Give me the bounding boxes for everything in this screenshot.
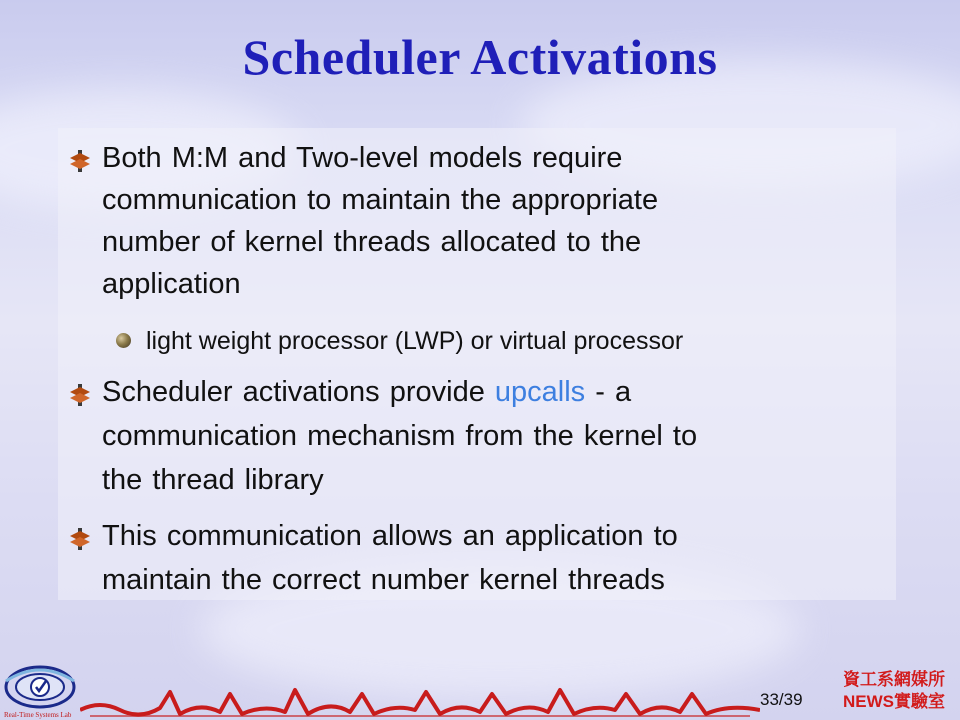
bullet-arrow-icon bbox=[70, 150, 90, 172]
lab-label-line-1: 資工系網媒所 bbox=[843, 670, 945, 689]
bullet-1-line-1: Both M:M and Two-level models require bbox=[102, 142, 623, 174]
bullet-1-line-3: number of kernel threads allocated to the bbox=[102, 226, 642, 258]
bullet-3-line-1: This communication allows an application to bbox=[102, 520, 678, 552]
bullet-arrow-icon bbox=[70, 384, 90, 406]
upcalls-highlight: upcalls bbox=[494, 376, 586, 408]
page-total: /39 bbox=[778, 690, 803, 709]
slide-title: Scheduler Activations bbox=[242, 29, 718, 85]
bullet-2-line-3: the thread library bbox=[102, 464, 324, 496]
bullet-1-line-2: communication to maintain the appropriate bbox=[102, 184, 659, 216]
lab-label bbox=[828, 669, 960, 713]
bullet-1-line-4: application bbox=[102, 268, 241, 300]
lab-label-line-2: NEWS實驗室 bbox=[843, 692, 945, 711]
page-number bbox=[760, 690, 803, 710]
bullet-2-line-2: communication mechanism from the kernel to bbox=[102, 420, 698, 452]
page-current: 33 bbox=[760, 690, 779, 709]
realtime-systems-lab-logo bbox=[2, 661, 80, 719]
slide-content-area bbox=[58, 128, 896, 600]
sub-bullet-text: light weight processor (LWP) or virtual processor bbox=[146, 327, 684, 355]
bullet-3-line-2: maintain the correct number kernel threads bbox=[102, 564, 665, 596]
bullet-arrow-icon bbox=[70, 528, 90, 550]
bullet-2-line-1-suffix: - a bbox=[585, 376, 632, 408]
logo-caption: Real-Time Systems Lab bbox=[4, 711, 72, 719]
bullet-2-line-1 bbox=[102, 372, 631, 412]
sub-bullet-dot-icon bbox=[116, 333, 131, 348]
bullet-2-line-1-prefix: Scheduler activations provide bbox=[102, 376, 495, 408]
decorative-red-border bbox=[80, 680, 760, 720]
